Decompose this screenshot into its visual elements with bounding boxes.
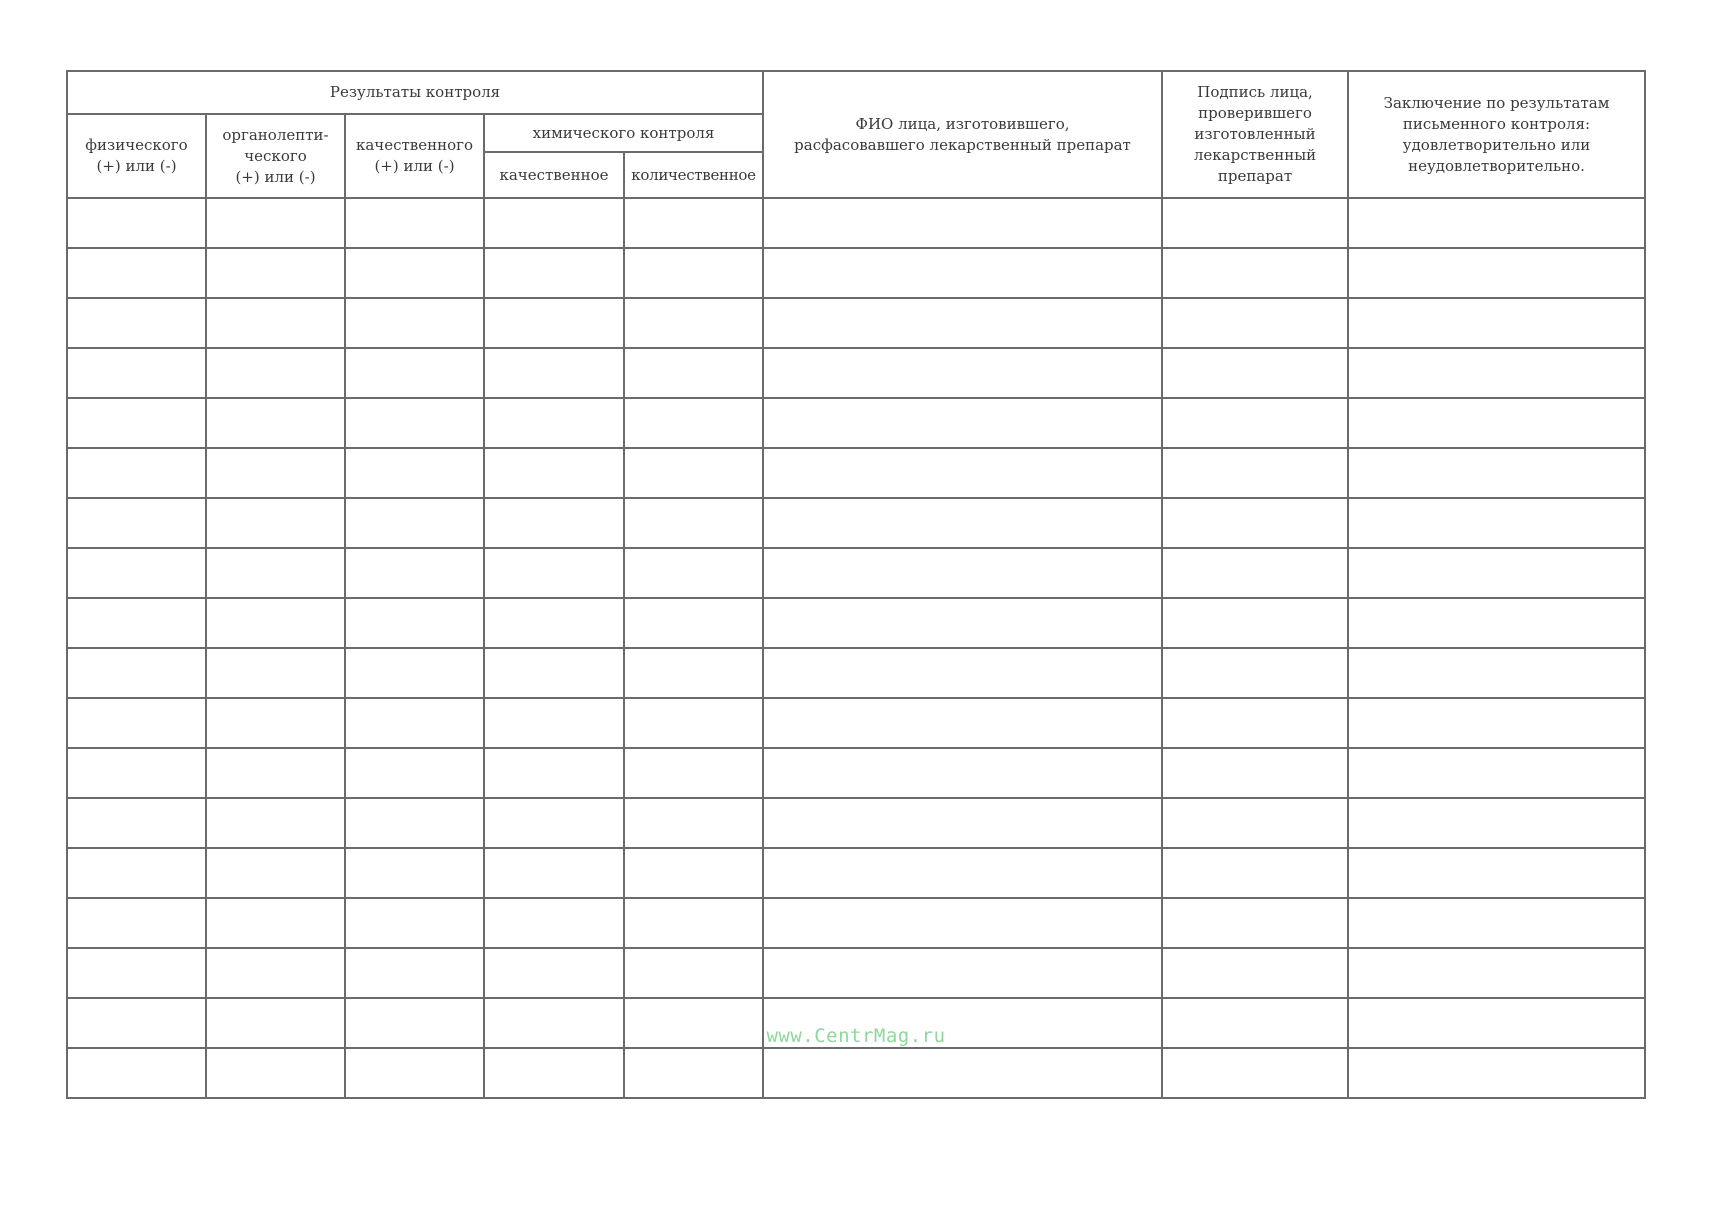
table-row [67, 298, 1645, 348]
table-cell[interactable] [484, 648, 624, 698]
table-cell[interactable] [1348, 598, 1645, 648]
table-cell[interactable] [206, 898, 345, 948]
table-cell[interactable] [67, 848, 206, 898]
table-cell[interactable] [624, 598, 763, 648]
table-cell[interactable] [763, 198, 1162, 248]
table-cell[interactable] [206, 298, 345, 348]
table-cell[interactable] [1162, 398, 1348, 448]
table-cell[interactable] [206, 548, 345, 598]
table-cell[interactable] [763, 748, 1162, 798]
table-cell[interactable] [345, 698, 484, 748]
table-row [67, 348, 1645, 398]
table-cell[interactable] [206, 398, 345, 448]
watermark: www.CentrMag.ru [766, 1025, 946, 1047]
header-signature: Подпись лица, проверившего изготовленный лекарственный препарат [1162, 71, 1348, 198]
table-cell[interactable] [67, 1048, 206, 1098]
table-cell[interactable] [763, 948, 1162, 998]
table-cell[interactable] [67, 898, 206, 948]
table-cell[interactable] [1348, 898, 1645, 948]
table-cell[interactable] [1162, 948, 1348, 998]
table-cell[interactable] [763, 248, 1162, 298]
table-cell[interactable] [1162, 798, 1348, 848]
table-cell[interactable] [624, 198, 763, 248]
table-cell[interactable] [763, 448, 1162, 498]
table-cell[interactable] [763, 398, 1162, 448]
table-cell[interactable] [1162, 1048, 1348, 1098]
table-cell[interactable] [624, 498, 763, 548]
table-row [67, 598, 1645, 648]
table-row [67, 698, 1645, 748]
table-cell[interactable] [345, 198, 484, 248]
table-cell[interactable] [206, 248, 345, 298]
table-cell[interactable] [345, 548, 484, 598]
table-cell[interactable] [763, 898, 1162, 948]
table-cell[interactable] [1162, 898, 1348, 948]
table-cell[interactable] [624, 398, 763, 448]
table-cell[interactable] [67, 448, 206, 498]
table-cell[interactable] [345, 448, 484, 498]
table-cell[interactable] [67, 648, 206, 698]
table-cell[interactable] [1162, 548, 1348, 598]
table-row [67, 498, 1645, 548]
table-cell[interactable] [345, 648, 484, 698]
table-cell[interactable] [1348, 798, 1645, 848]
table-row [67, 748, 1645, 798]
table-cell[interactable] [624, 1048, 763, 1098]
table-cell[interactable] [345, 848, 484, 898]
table-row [67, 948, 1645, 998]
table-row [67, 798, 1645, 848]
table-cell[interactable] [624, 248, 763, 298]
table-cell[interactable] [624, 698, 763, 748]
table-cell[interactable] [345, 1048, 484, 1098]
table-cell[interactable] [763, 348, 1162, 398]
table-cell[interactable] [206, 348, 345, 398]
table-cell[interactable] [1162, 298, 1348, 348]
table-cell[interactable] [624, 298, 763, 348]
table-cell[interactable] [763, 598, 1162, 648]
table-cell[interactable] [484, 948, 624, 998]
table-cell[interactable] [67, 198, 206, 248]
table-cell[interactable] [484, 1048, 624, 1098]
table-cell[interactable] [206, 748, 345, 798]
table-cell[interactable] [1348, 948, 1645, 998]
table-cell[interactable] [67, 498, 206, 548]
table-cell[interactable] [763, 498, 1162, 548]
table-cell[interactable] [624, 848, 763, 898]
table-cell[interactable] [1348, 1048, 1645, 1098]
table-cell[interactable] [1348, 398, 1645, 448]
table-cell[interactable] [1348, 748, 1645, 798]
table-cell[interactable] [763, 298, 1162, 348]
table-row [67, 898, 1645, 948]
header-fio: ФИО лица, изготовившего, расфасовавшего лекарственный препарат [763, 71, 1162, 198]
table-header [67, 71, 1645, 198]
table-row [67, 548, 1645, 598]
table-cell[interactable] [624, 348, 763, 398]
header-organoleptic: органолепти- ческого (+) или (-) [206, 114, 345, 198]
table-cell[interactable] [763, 798, 1162, 848]
table-cell[interactable] [763, 848, 1162, 898]
table-cell[interactable] [1348, 448, 1645, 498]
header-chemical-qualitative: качественное [484, 152, 624, 198]
table-cell[interactable] [763, 648, 1162, 698]
table-cell[interactable] [1348, 248, 1645, 298]
table-cell[interactable] [1162, 448, 1348, 498]
table-cell[interactable] [67, 398, 206, 448]
table-cell[interactable] [206, 648, 345, 698]
table-cell[interactable] [206, 848, 345, 898]
control-form-table [66, 70, 1646, 1099]
table-cell[interactable] [345, 298, 484, 348]
header-physical: физического (+) или (-) [67, 114, 206, 198]
table-cell[interactable] [1348, 348, 1645, 398]
table-cell[interactable] [206, 448, 345, 498]
table-cell[interactable] [67, 298, 206, 348]
table-cell[interactable] [67, 748, 206, 798]
table-cell[interactable] [345, 748, 484, 798]
table-row [67, 198, 1645, 248]
table-cell[interactable] [1162, 498, 1348, 548]
table-cell[interactable] [67, 698, 206, 748]
table-cell[interactable] [1348, 848, 1645, 898]
table-cell[interactable] [206, 498, 345, 548]
table-row [67, 248, 1645, 298]
table-cell[interactable] [1348, 648, 1645, 698]
table-cell[interactable] [1348, 498, 1645, 548]
table-cell[interactable] [67, 948, 206, 998]
table-cell[interactable] [624, 948, 763, 998]
table-cell[interactable] [484, 698, 624, 748]
table-cell[interactable] [484, 198, 624, 248]
table-cell[interactable] [484, 448, 624, 498]
table-row [67, 648, 1645, 698]
table-cell[interactable] [624, 648, 763, 698]
table-cell[interactable] [345, 398, 484, 448]
table-cell[interactable] [484, 798, 624, 848]
header-qualitative: качественного (+) или (-) [345, 114, 484, 198]
table-cell[interactable] [1162, 698, 1348, 748]
table-row [67, 398, 1645, 448]
table-cell[interactable] [763, 698, 1162, 748]
header-chemical-control: химического контроля [484, 114, 763, 152]
header-results-control: Результаты контроля [67, 71, 763, 114]
table-cell[interactable] [484, 348, 624, 398]
table-cell[interactable] [345, 898, 484, 948]
table-cell[interactable] [67, 548, 206, 598]
table-cell[interactable] [1162, 748, 1348, 798]
table-cell[interactable] [484, 898, 624, 948]
table-cell[interactable] [67, 348, 206, 398]
table-cell[interactable] [345, 348, 484, 398]
table-cell[interactable] [345, 498, 484, 548]
table-cell[interactable] [1348, 198, 1645, 248]
table-cell[interactable] [484, 598, 624, 648]
table-cell[interactable] [1348, 548, 1645, 598]
table-cell[interactable] [484, 748, 624, 798]
table-cell[interactable] [484, 298, 624, 348]
table-cell[interactable] [345, 948, 484, 998]
table-cell[interactable] [763, 1048, 1162, 1098]
table-cell[interactable] [1162, 198, 1348, 248]
table-cell[interactable] [624, 898, 763, 948]
table-cell[interactable] [624, 748, 763, 798]
table-cell[interactable] [206, 598, 345, 648]
table-cell[interactable] [206, 1048, 345, 1098]
table-cell[interactable] [1348, 298, 1645, 348]
table-cell[interactable] [1162, 248, 1348, 298]
table-cell[interactable] [484, 398, 624, 448]
table-row [67, 1048, 1645, 1098]
table-cell[interactable] [1162, 598, 1348, 648]
table-cell[interactable] [624, 448, 763, 498]
table-cell[interactable] [624, 548, 763, 598]
header-conclusion: Заключение по результатам письменного контроля: удовлетворительно или неудовлетворительно. [1348, 71, 1645, 198]
table-cell[interactable] [484, 498, 624, 548]
table-cell[interactable] [206, 798, 345, 848]
table-cell[interactable] [345, 248, 484, 298]
table-cell[interactable] [484, 548, 624, 598]
table-row [67, 848, 1645, 898]
table-cell[interactable] [67, 798, 206, 848]
table-body [67, 198, 1645, 1098]
table-cell[interactable] [67, 598, 206, 648]
table-cell[interactable] [1162, 348, 1348, 398]
table-cell[interactable] [1162, 648, 1348, 698]
table-cell[interactable] [1348, 698, 1645, 748]
table-cell[interactable] [1162, 848, 1348, 898]
table-cell[interactable] [206, 698, 345, 748]
table-cell[interactable] [484, 248, 624, 298]
header-chemical-quantitative: количественное [624, 152, 763, 198]
table-cell[interactable] [206, 948, 345, 998]
table-row [67, 448, 1645, 498]
table-cell[interactable] [67, 248, 206, 298]
table-cell[interactable] [345, 798, 484, 848]
table-cell[interactable] [484, 848, 624, 898]
table-cell[interactable] [763, 548, 1162, 598]
table-cell[interactable] [206, 198, 345, 248]
table-cell[interactable] [345, 598, 484, 648]
table-cell[interactable] [624, 798, 763, 848]
